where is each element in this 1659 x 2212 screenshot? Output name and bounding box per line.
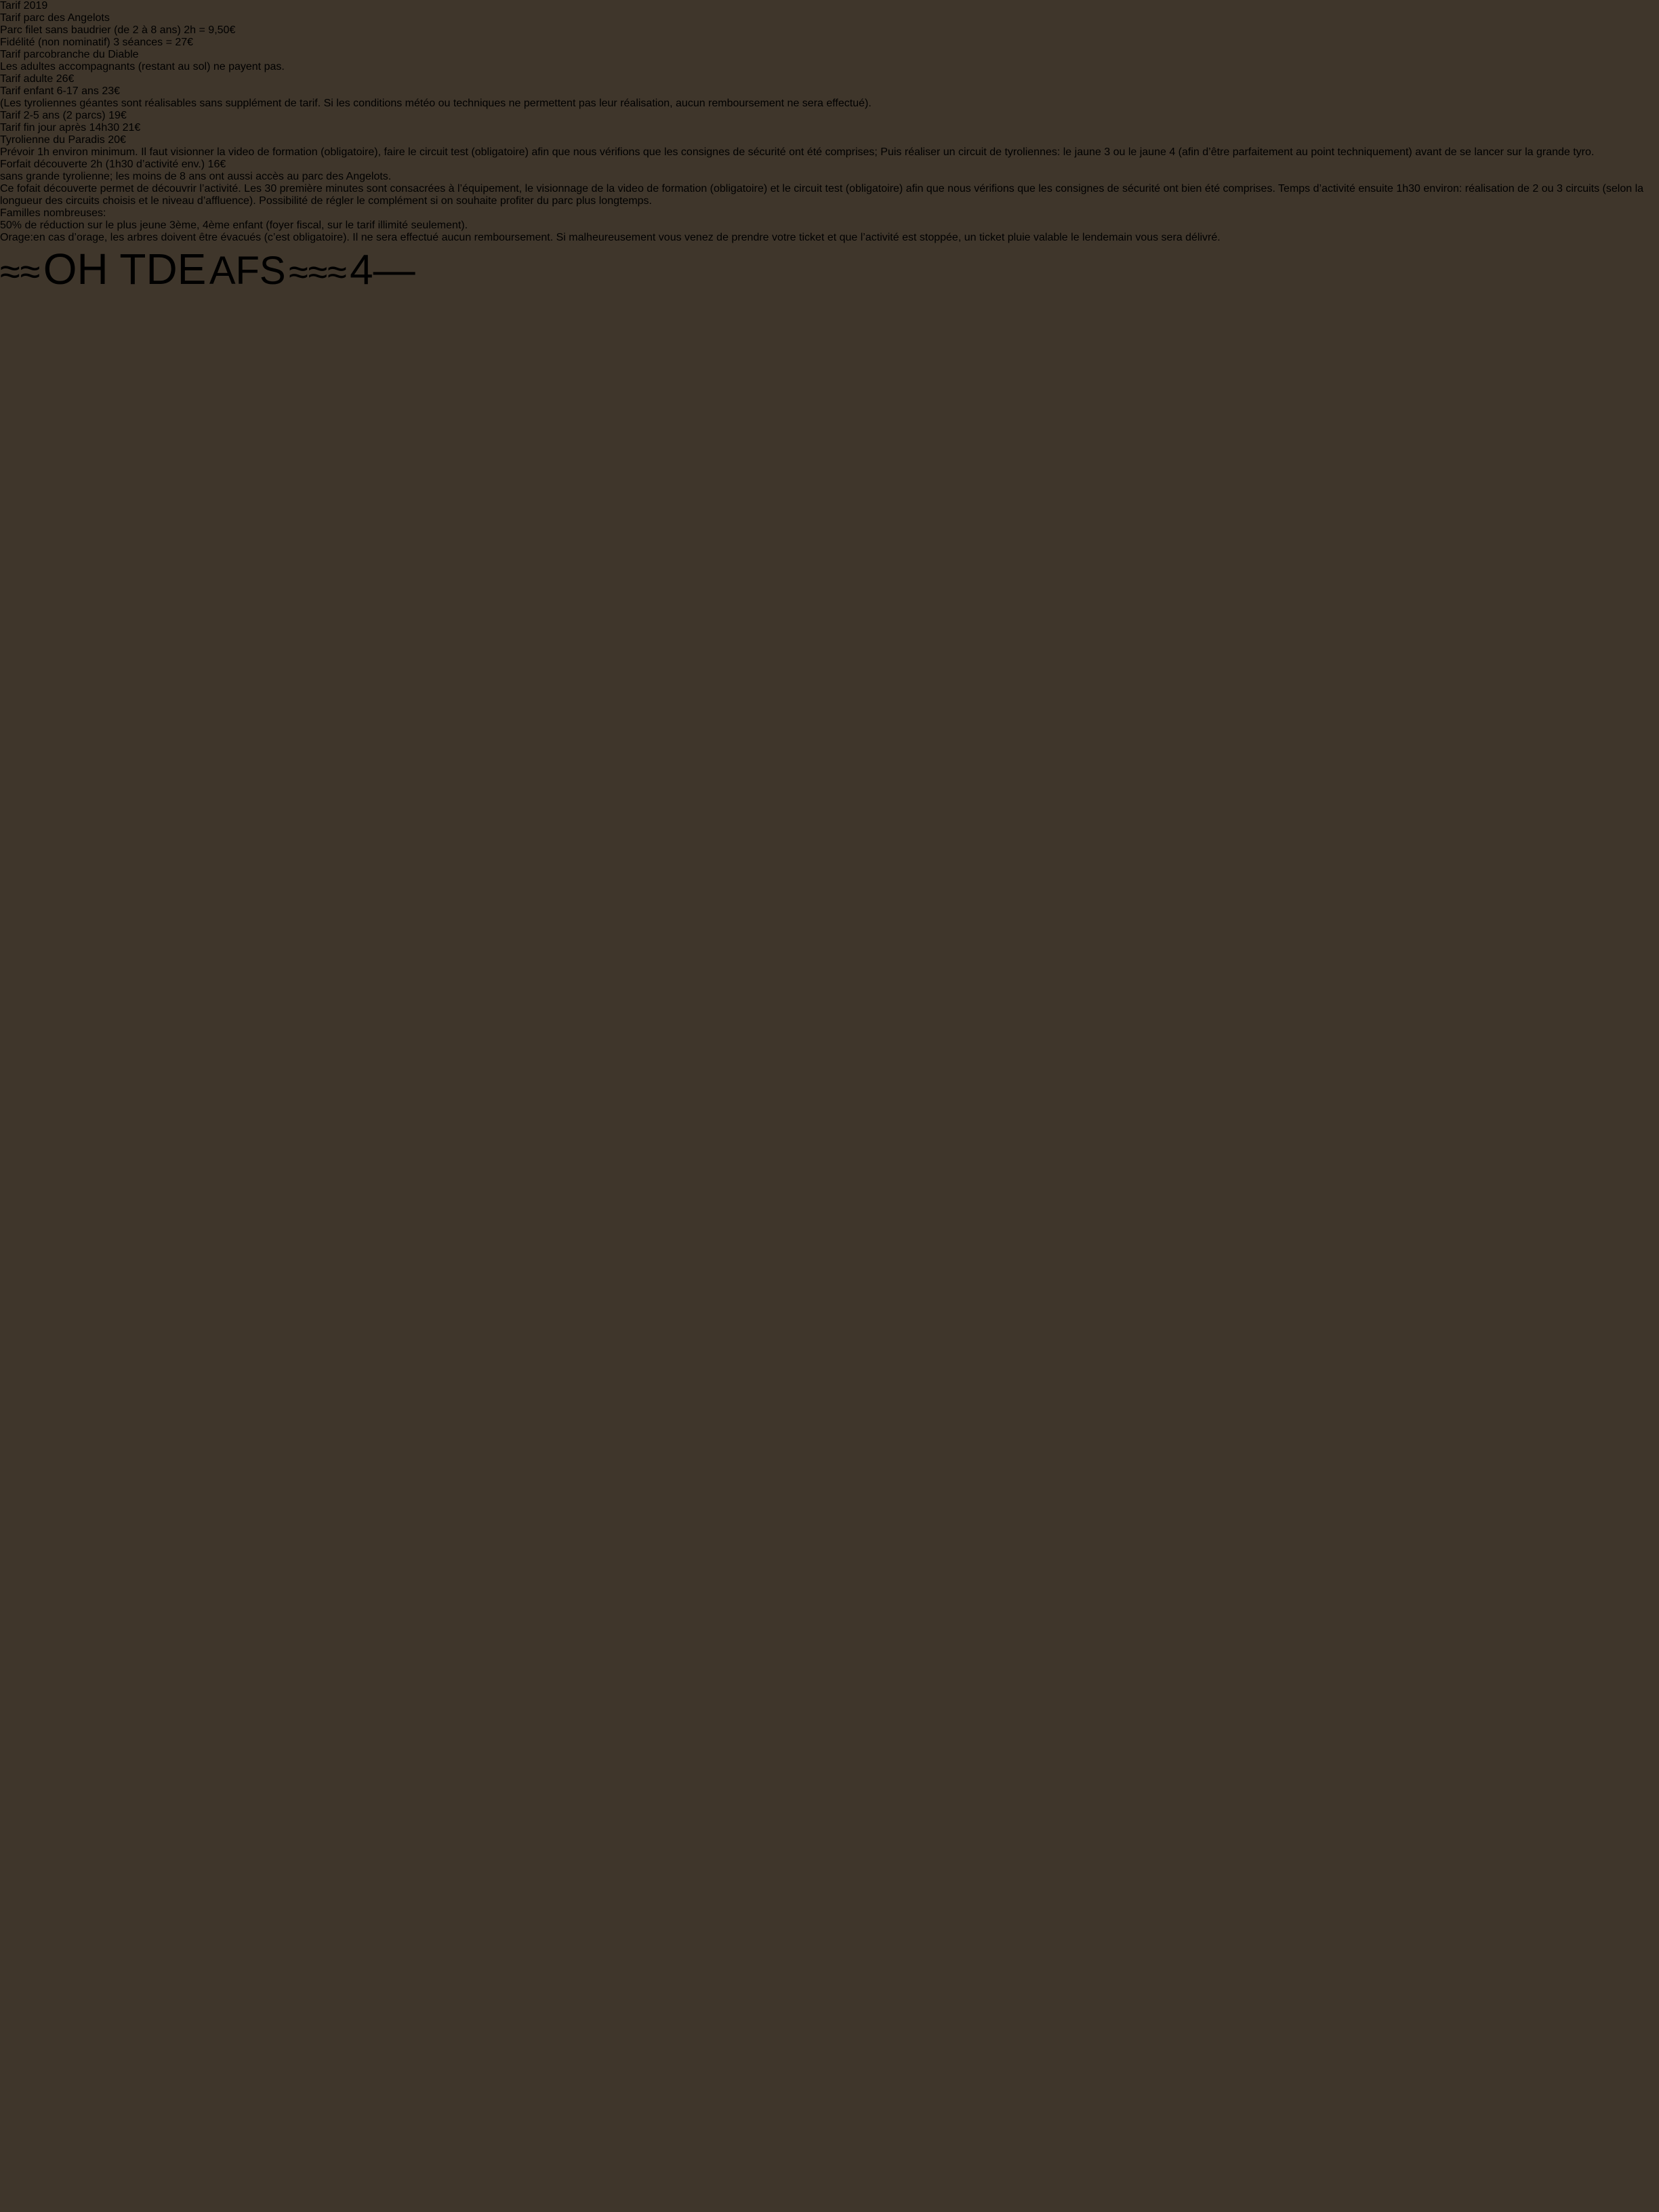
section-heading-angelots: Tarif parc des Angelots: [0, 12, 110, 24]
price-label-suffix: après 14h30: [59, 122, 120, 134]
price-value: 19€: [108, 110, 127, 121]
price-label: Tarif adulte: [0, 73, 54, 85]
forfait-note: sans grande tyrolienne; les moins de 8 ans ont aussi accès au parc des Angelots.: [0, 171, 392, 182]
price-label: Forfait découverte 2h (1h30 d’activité env.): [0, 159, 205, 170]
orage-paragraph: [0, 232, 1659, 244]
price-value: 23€: [102, 85, 121, 97]
price-value: 16€: [207, 159, 226, 170]
price-label: Tyrolienne du Paradis: [0, 134, 105, 146]
orage-label: Orage:: [0, 232, 33, 243]
orage-text: en cas d’orage, les arbres doivent être évacués (c’est obligatoire). Il ne sera effectué aucun remboursement. Si malheureusement vous venez de prendre votre ticket et que l’activité est stoppée, un ticket pluie valable le lendemain vous sera délivré.: [33, 232, 1221, 243]
price-label: Tarif enfant 6-17 ans: [0, 85, 99, 97]
price-row-forfait-decouverte: [0, 159, 1659, 171]
tyroliennes-note: (Les tyroliennes géantes sont réalisables sans supplément de tarif. Si les conditions météo ou techniques ne permettent pas leur réalisation, aucun remboursement ne sera effectué).: [0, 98, 872, 109]
wood-scratch-mark: 4—: [350, 247, 415, 293]
price-label-suffix: (2 parcs): [62, 110, 106, 121]
price-value: 2h = 9,50€: [184, 24, 236, 36]
section-heading-diable: Tarif parcobranche du Diable: [0, 49, 139, 60]
wood-top-beam: [0, 0, 1659, 156]
price-value: 3 séances = 27€: [113, 37, 194, 48]
price-label: Tarif 2-5 ans: [0, 110, 60, 121]
price-label: Tarif fin jour: [0, 122, 56, 134]
section-heading-familles: Familles nombreuses:: [0, 207, 106, 219]
price-value: 20€: [108, 134, 126, 146]
price-label: Fidélité (non nominatif): [0, 37, 110, 48]
wood-scratch-mark: OH TDE: [43, 245, 207, 293]
price-label: Parc filet sans baudrier (de 2 à 8 ans): [0, 24, 181, 36]
familles-line: 50% de réduction sur le plus jeune 3ème, 4ème enfant (foyer fiscal, sur le tarif illimité seulement).: [0, 220, 468, 231]
wood-scratch-mark: ≈≈≈: [289, 253, 347, 292]
forfait-paragraph: Ce fofait découverte permet de découvrir l’activité. Les 30 première minutes sont consacrées à l’équipement, le visionnage de la video de formation (obligatoire) et le circuit test (obligatoire) afin que nous vérifions que les consignes de sécurité ont bien été comprises. Temps d’activité ensuite 1h30 environ: réalisation de 2 ou 3 circuits (selon la longueur des circuits choisis et le niveau d’affluence). Possibilité de régler le complément si on souhaite profiter du parc plus longtemps.: [0, 183, 1644, 207]
price-value: 26€: [56, 73, 75, 85]
diable-note: Les adultes accompagnants (restant au sol) ne payent pas.: [0, 61, 285, 73]
wood-scratch-mark: AFS: [209, 249, 286, 293]
wood-scratch-mark: ≈≈: [0, 251, 41, 292]
paradis-paragraph: Prévoir 1h environ minimum. Il faut visionner la video de formation (obligatoire), faire le circuit test (obligatoire) afin que nous vérifions que les consignes de sécurité ont été comprises; Puis réaliser un circuit de tyroliennes: le jaune 3 ou le jaune 4 (afin d’être parfaitement au point techniquement) avant de se lancer sur la grande tyro.: [0, 146, 1595, 158]
page-title: Tarif 2019: [0, 0, 48, 12]
price-value: 21€: [122, 122, 141, 134]
